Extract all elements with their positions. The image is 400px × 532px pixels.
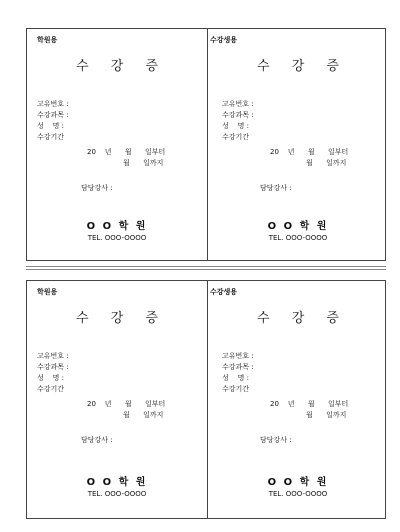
name-field: 성 명 : — [222, 122, 250, 130]
period-field: 수강기간 — [222, 385, 250, 393]
instructor-field: 담당강사 : — [81, 184, 113, 192]
academy-copy-card — [27, 29, 207, 260]
instructor-field: 담당강사 : — [260, 436, 292, 444]
academy-name: O O 학 원 — [267, 221, 329, 232]
telephone: TEL. OOO-OOOO — [268, 490, 328, 498]
period-end: 월 일까지 — [123, 411, 164, 419]
period-start: 20 년 월 일부터 — [270, 400, 349, 408]
academy-copy-card — [27, 281, 207, 518]
id-number-field: 고유번호 : — [222, 100, 254, 108]
copy-label: 학원용 — [37, 288, 58, 296]
course-field: 수강과목 : — [37, 363, 69, 371]
period-start: 20 년 월 일부터 — [87, 148, 166, 156]
field-list — [37, 351, 69, 395]
bottom-sheet — [26, 280, 386, 519]
field-list — [37, 99, 69, 143]
course-field: 수강과목 : — [37, 111, 69, 119]
card-title: 수 강 증 — [76, 59, 167, 74]
telephone: TEL. OOO-OOOO — [87, 490, 147, 498]
card-title: 수 강 증 — [257, 59, 348, 74]
card-title: 수 강 증 — [76, 311, 167, 326]
id-number-field: 고유번호 : — [37, 352, 69, 360]
name-field: 성 명 : — [37, 374, 65, 382]
period-start: 20 년 월 일부터 — [87, 400, 166, 408]
academy-name: O O 학 원 — [86, 221, 148, 232]
instructor-field: 담당강사 : — [81, 436, 113, 444]
period-field: 수강기간 — [222, 133, 250, 141]
period-end: 월 일까지 — [306, 411, 347, 419]
period-field: 수강기간 — [37, 385, 65, 393]
course-field: 수강과목 : — [222, 363, 254, 371]
academy-name: O O 학 원 — [86, 477, 148, 488]
card-title: 수 강 증 — [257, 311, 348, 326]
copy-label: 수강생용 — [210, 288, 238, 296]
instructor-field: 담당강사 : — [260, 184, 292, 192]
name-field: 성 명 : — [222, 374, 250, 382]
top-sheet — [26, 28, 386, 261]
id-number-field: 고유번호 : — [37, 100, 69, 108]
telephone: TEL. OOO-OOOO — [268, 234, 328, 242]
period-start: 20 년 월 일부터 — [270, 148, 349, 156]
field-list — [222, 99, 254, 143]
cut-line-separator — [26, 266, 386, 270]
student-copy-card — [208, 281, 388, 518]
course-field: 수강과목 : — [222, 111, 254, 119]
academy-name: O O 학 원 — [267, 477, 329, 488]
id-number-field: 고유번호 : — [222, 352, 254, 360]
field-list — [222, 351, 254, 395]
period-end: 월 일까지 — [306, 159, 347, 167]
copy-label: 학원용 — [37, 36, 58, 44]
name-field: 성 명 : — [37, 122, 65, 130]
telephone: TEL. OOO-OOOO — [87, 234, 147, 242]
student-copy-card — [208, 29, 388, 260]
period-end: 월 일까지 — [123, 159, 164, 167]
copy-label: 수강생용 — [210, 36, 238, 44]
period-field: 수강기간 — [37, 133, 65, 141]
